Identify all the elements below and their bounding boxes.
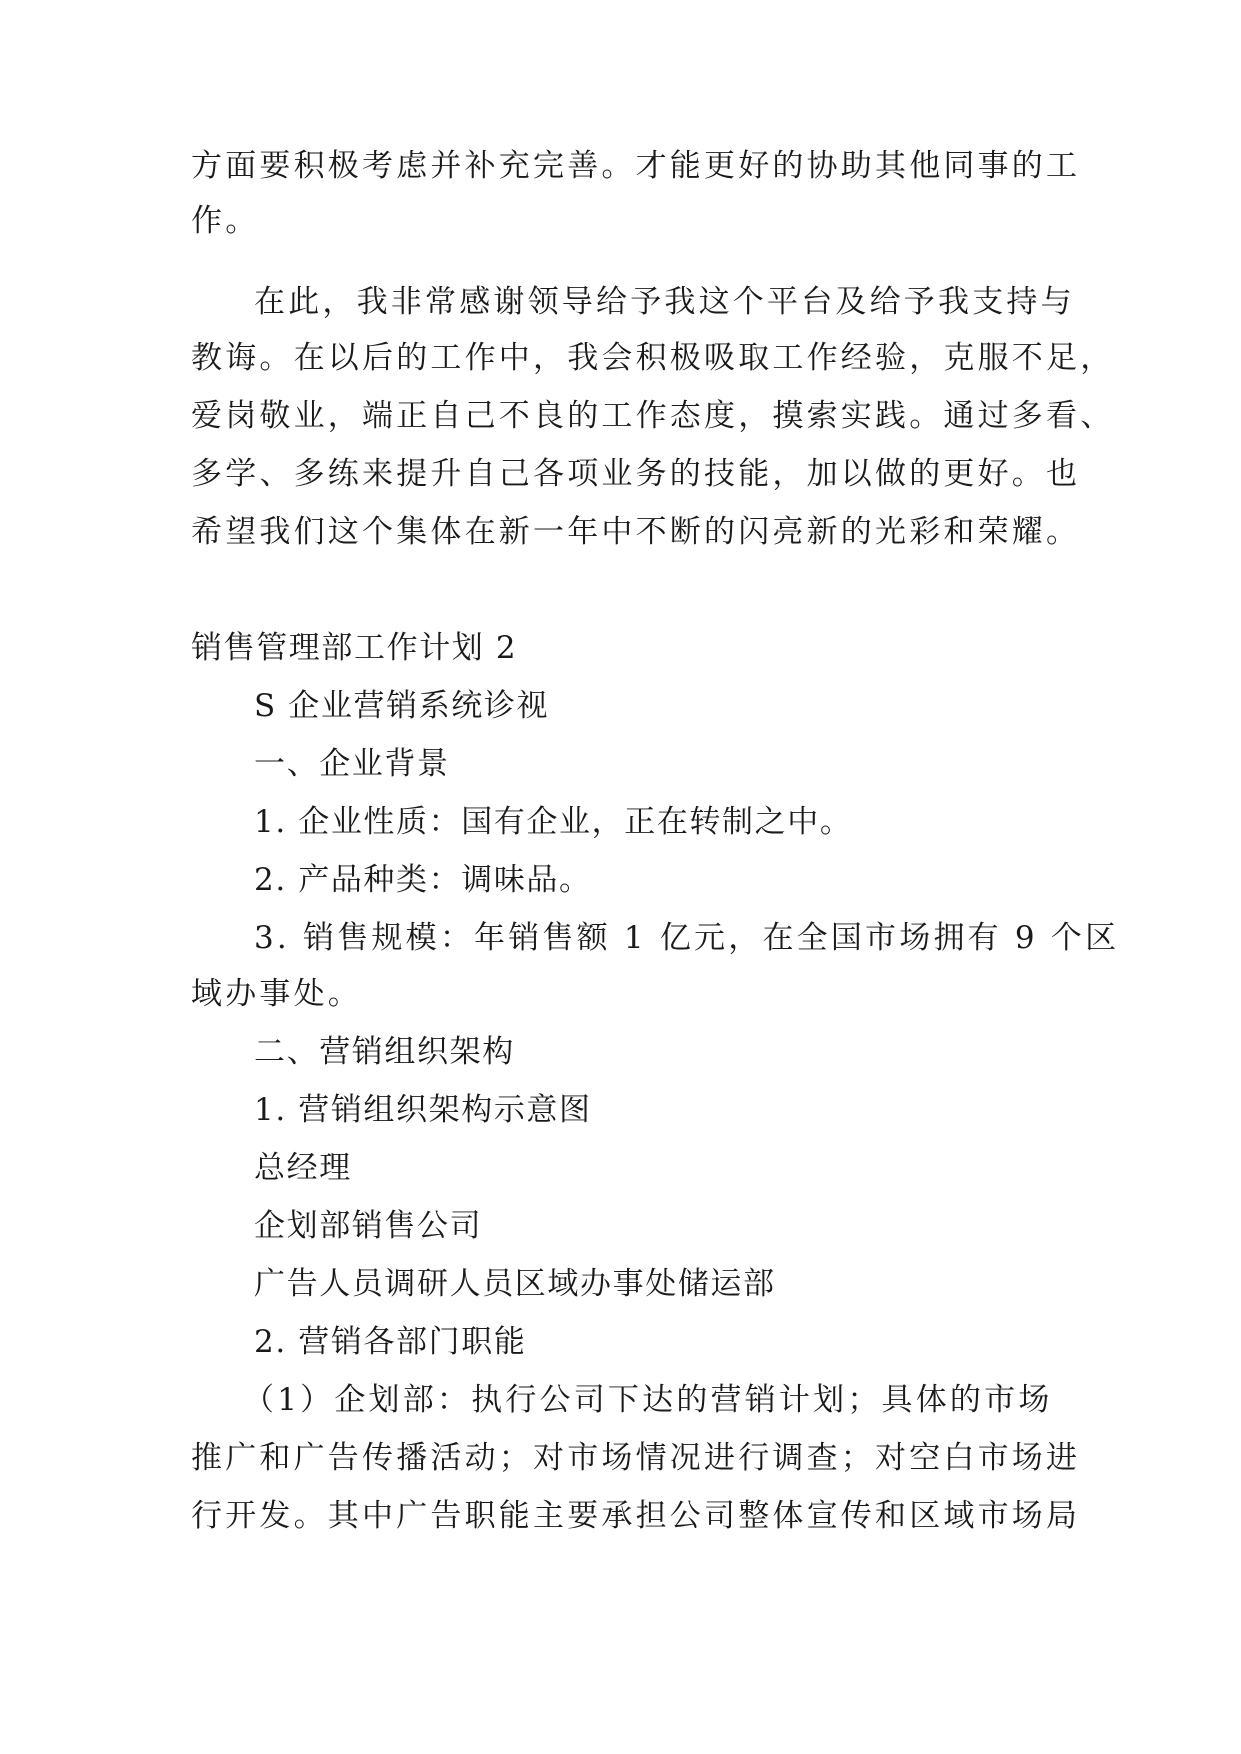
body-line: 域办事处。 [191, 976, 362, 1012]
body-line: 行开发。其中广告职能主要承担公司整体宣传和区域市场局 [191, 1498, 1081, 1534]
paragraph-line: 方面要积极考虑并补充完善。才能更好的协助其他同事的工 [191, 148, 1081, 184]
body-line: 二、营销组织架构 [254, 1034, 515, 1070]
paragraph-line: 在此，我非常感谢领导给予我这个平台及给予我支持与 [254, 284, 1075, 320]
body-line: 推广和广告传播活动；对市场情况进行调查；对空白市场进 [191, 1440, 1081, 1476]
body-line: 总经理 [254, 1150, 352, 1186]
body-line: 一、企业背景 [254, 746, 450, 782]
paragraph-line: 教诲。在以后的工作中，我会积极吸取工作经验，克服不足， [191, 340, 1115, 376]
paragraph-line: 爱岗敬业，端正自己不良的工作态度，摸索实践。通过多看、 [191, 398, 1115, 434]
body-line: （1）企划部：执行公司下达的营销计划；具体的市场 [243, 1382, 1053, 1418]
paragraph-line: 希望我们这个集体在新一年中不断的闪亮新的光彩和荣耀。 [191, 514, 1081, 550]
body-line: 2. 营销各部门职能 [254, 1324, 527, 1360]
body-line: 1. 营销组织架构示意图 [254, 1092, 592, 1128]
section-title: 销售管理部工作计划 2 [191, 630, 518, 666]
body-line: S 企业营销系统诊视 [254, 688, 550, 724]
body-line: 广告人员调研人员区域办事处储运部 [254, 1266, 776, 1302]
body-line: 3. 销售规模：年销售额 1 亿元，在全国市场拥有 9 个区 [254, 920, 1120, 956]
body-line: 2. 产品种类：调味品。 [254, 862, 592, 898]
body-line: 1. 企业性质：国有企业，正在转制之中。 [254, 804, 853, 840]
paragraph-line: 多学、多练来提升自己各项业务的技能，加以做的更好。也 [191, 456, 1081, 492]
body-line: 企划部销售公司 [254, 1208, 483, 1244]
paragraph-line: 作。 [191, 203, 260, 239]
